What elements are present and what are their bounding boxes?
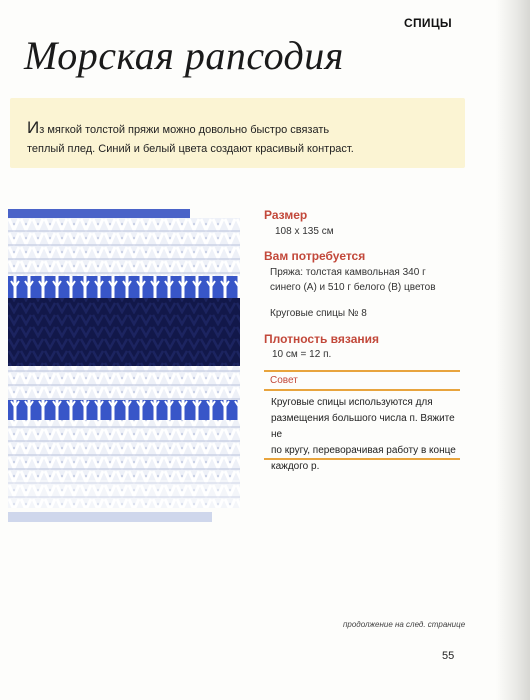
intro-text — [27, 118, 437, 159]
tip-line-4: каждого р. — [271, 461, 320, 472]
tip-line-1: Круговые спицы используются для — [271, 397, 433, 408]
continued-note: продолжение на след. странице — [343, 620, 466, 629]
tip-bottom-rule — [264, 458, 460, 460]
tip-mid-rule — [264, 389, 460, 391]
tip-text — [271, 395, 461, 475]
intro-line-1: з мягкой толстой пряжи можно довольно быстро связать — [39, 124, 330, 136]
yarn-line-1: Пряжа: толстая камвольная 340 г — [270, 267, 426, 278]
knitting-swatch-photo — [8, 218, 240, 508]
page-title: Морская рапсодия — [24, 33, 344, 78]
materials-heading: Вам потребуется — [264, 249, 366, 263]
tip-line-2: размещения большого числа п. Вяжите не — [271, 413, 455, 440]
intro-line-2: теплый плед. Синий и белый цвета создают красивый контраст. — [27, 143, 354, 155]
swatch-illustration — [8, 218, 240, 508]
section-label: СПИЦЫ — [404, 16, 452, 30]
swatch-underbar — [8, 512, 212, 522]
tip-label: Совет — [270, 375, 298, 386]
gauge-heading: Плотность вязания — [264, 332, 380, 346]
tip-top-rule — [264, 370, 460, 372]
tip-line-3: по кругу, переворачивая работу в конце — [271, 445, 456, 456]
gauge-value: 10 см = 12 п. — [272, 349, 332, 360]
needles-value: Круговые спицы № 8 — [270, 308, 367, 319]
page-gutter-shadow — [496, 0, 530, 700]
size-value: 108 х 135 см — [275, 226, 334, 237]
drop-cap: И — [27, 118, 40, 137]
size-heading: Размер — [264, 208, 308, 222]
yarn-line-2: синего (A) и 510 г белого (B) цветов — [270, 282, 436, 293]
page-number: 55 — [442, 650, 455, 662]
